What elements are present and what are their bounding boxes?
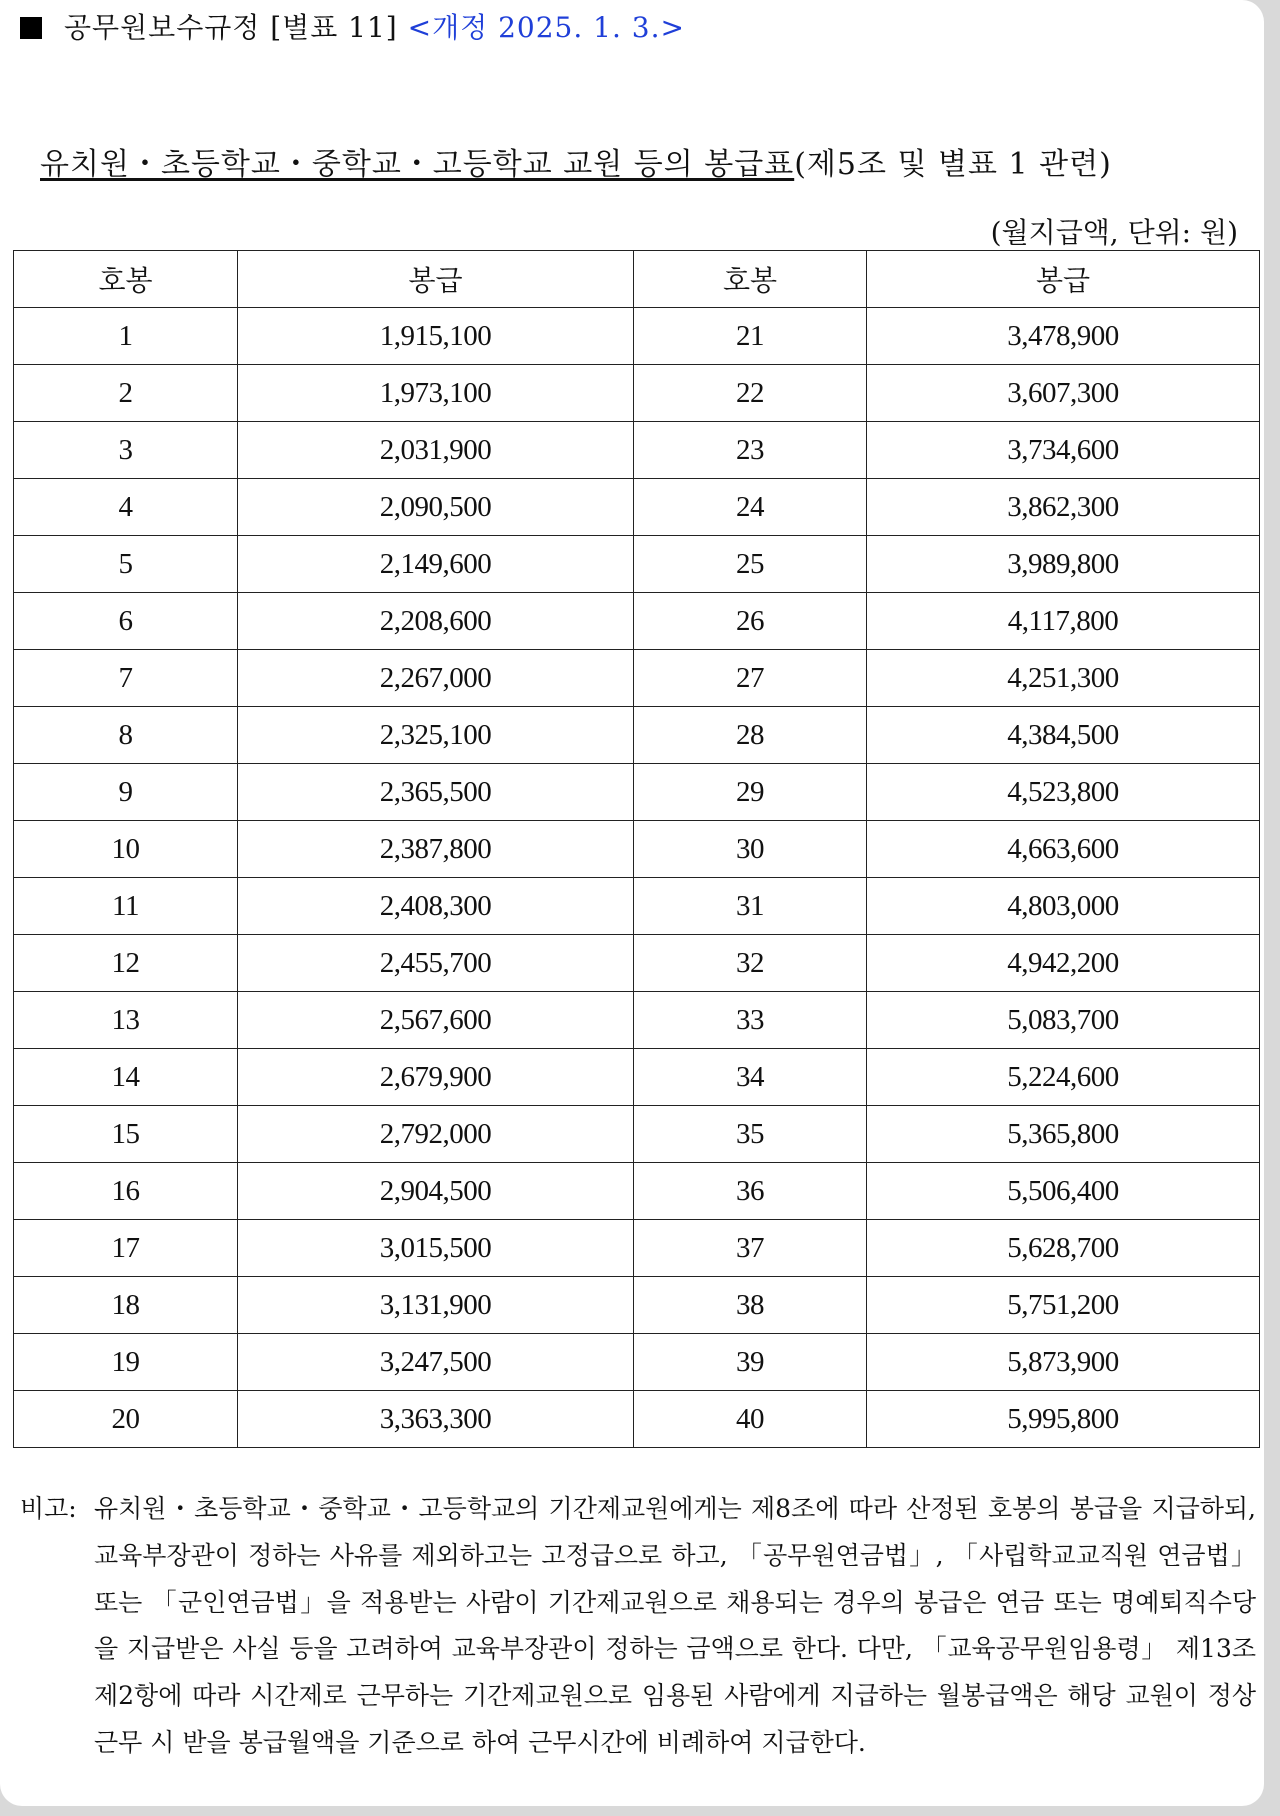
cell-step: 12 [14,935,238,992]
cell-step: 14 [14,1049,238,1106]
amendment-date: <개정 2025. 1. 3.> [407,11,685,44]
cell-step: 35 [634,1106,867,1163]
cell-salary: 4,251,300 [867,650,1260,707]
cell-salary: 5,995,800 [867,1391,1260,1448]
cell-salary: 3,989,800 [867,536,1260,593]
table-row [14,1334,1260,1391]
cell-step: 32 [634,935,867,992]
cell-salary: 3,363,300 [238,1391,634,1448]
table-row [14,878,1260,935]
cell-step: 7 [14,650,238,707]
cell-step: 15 [14,1106,238,1163]
cell-step: 25 [634,536,867,593]
cell-salary: 4,663,600 [867,821,1260,878]
salary-table [13,250,1260,1448]
table-row [14,1220,1260,1277]
cell-salary: 3,862,300 [867,479,1260,536]
cell-step: 40 [634,1391,867,1448]
cell-step: 37 [634,1220,867,1277]
cell-salary: 5,365,800 [867,1106,1260,1163]
column-header-step: 호봉 [634,251,867,308]
table-row [14,1277,1260,1334]
cell-salary: 5,751,200 [867,1277,1260,1334]
document-title [40,139,1112,183]
cell-salary: 2,208,600 [238,593,634,650]
cell-step: 23 [634,422,867,479]
cell-step: 10 [14,821,238,878]
cell-step: 20 [14,1391,238,1448]
cell-salary: 3,607,300 [867,365,1260,422]
cell-step: 39 [634,1334,867,1391]
cell-salary: 4,384,500 [867,707,1260,764]
table-header-row [14,251,1260,308]
cell-step: 18 [14,1277,238,1334]
cell-salary: 2,904,500 [238,1163,634,1220]
cell-step: 16 [14,1163,238,1220]
unit-note: (월지급액, 단위: 원) [990,216,1238,249]
table-row [14,992,1260,1049]
cell-step: 28 [634,707,867,764]
cell-salary: 2,090,500 [238,479,634,536]
cell-step: 6 [14,593,238,650]
title-sub: (제5조 및 별표 1 관련) [794,147,1112,182]
table-row [14,650,1260,707]
cell-salary: 2,792,000 [238,1106,634,1163]
title-main: 유치원・초등학교・중학교・고등학교 교원 등의 봉급표 [40,147,795,182]
cell-salary: 2,267,000 [238,650,634,707]
cell-salary: 2,149,600 [238,536,634,593]
cell-salary: 2,325,100 [238,707,634,764]
cell-salary: 2,387,800 [238,821,634,878]
table-row [14,1106,1260,1163]
cell-step: 1 [14,308,238,365]
table-row [14,308,1260,365]
cell-salary: 3,247,500 [238,1334,634,1391]
remarks-text: 유치원・초등학교・중학교・고등학교의 기간제교원에게는 제8조에 따라 산정된 호봉의 봉급을 지급하되, 교육부장관이 정하는 사유를 제외하고는 고정급으로 하고, 「공무원연금법」, 「사립학교교직원 연금법」 또는 「군인연금법」을 적용받는 사람이 기간제교원으로 채용되는 경우의 봉급은 연금 또는 명예퇴직수당을 지급받은 사실 등을 고려하여 교육부장관이 정하는 금액으로 한다. 다만, 「교육공무원임용령」 제13조제2항에 따라 시간제로 근무하는 기간제교원으로 임용된 사람에게 지급하는 월봉급액은 해당 교원이 정상근무 시 받을 봉급월액을 기준으로 하여 근무시간에 비례하여 지급한다. [94,1494,1256,1757]
cell-step: 3 [14,422,238,479]
cell-step: 38 [634,1277,867,1334]
table-row [14,1391,1260,1448]
cell-step: 27 [634,650,867,707]
remarks [20,1486,1256,1767]
cell-step: 9 [14,764,238,821]
table-row [14,821,1260,878]
table-row [14,1163,1260,1220]
cell-salary: 2,408,300 [238,878,634,935]
cell-step: 24 [634,479,867,536]
cell-step: 34 [634,1049,867,1106]
cell-step: 31 [634,878,867,935]
cell-salary: 5,083,700 [867,992,1260,1049]
cell-step: 36 [634,1163,867,1220]
annex-reference: 공무원보수규정 [별표 11] [64,11,398,44]
cell-salary: 2,679,900 [238,1049,634,1106]
cell-step: 4 [14,479,238,536]
table-row [14,365,1260,422]
table-row [14,479,1260,536]
column-header-salary: 봉급 [867,251,1260,308]
cell-salary: 2,567,600 [238,992,634,1049]
cell-step: 22 [634,365,867,422]
cell-salary: 2,455,700 [238,935,634,992]
table-row [14,707,1260,764]
cell-step: 19 [14,1334,238,1391]
cell-step: 26 [634,593,867,650]
cell-salary: 1,915,100 [238,308,634,365]
table-row [14,593,1260,650]
cell-salary: 4,117,800 [867,593,1260,650]
cell-salary: 5,873,900 [867,1334,1260,1391]
cell-step: 21 [634,308,867,365]
cell-salary: 3,015,500 [238,1220,634,1277]
table-row [14,536,1260,593]
table-row [14,935,1260,992]
column-header-salary: 봉급 [238,251,634,308]
cell-step: 8 [14,707,238,764]
cell-salary: 4,803,000 [867,878,1260,935]
annex-header [20,6,685,46]
table-row [14,764,1260,821]
cell-step: 2 [14,365,238,422]
cell-salary: 5,628,700 [867,1220,1260,1277]
table-row [14,1049,1260,1106]
cell-step: 29 [634,764,867,821]
table-body [14,308,1260,1448]
cell-salary: 5,224,600 [867,1049,1260,1106]
table-row [14,422,1260,479]
cell-salary: 2,031,900 [238,422,634,479]
cell-salary: 4,523,800 [867,764,1260,821]
black-square-icon [20,17,42,39]
cell-salary: 3,478,900 [867,308,1260,365]
cell-salary: 3,131,900 [238,1277,634,1334]
remarks-label: 비고: [20,1494,77,1523]
cell-salary: 4,942,200 [867,935,1260,992]
column-header-step: 호봉 [14,251,238,308]
cell-step: 33 [634,992,867,1049]
cell-step: 5 [14,536,238,593]
cell-step: 17 [14,1220,238,1277]
cell-step: 11 [14,878,238,935]
cell-salary: 5,506,400 [867,1163,1260,1220]
cell-step: 30 [634,821,867,878]
cell-salary: 2,365,500 [238,764,634,821]
cell-step: 13 [14,992,238,1049]
cell-salary: 3,734,600 [867,422,1260,479]
cell-salary: 1,973,100 [238,365,634,422]
